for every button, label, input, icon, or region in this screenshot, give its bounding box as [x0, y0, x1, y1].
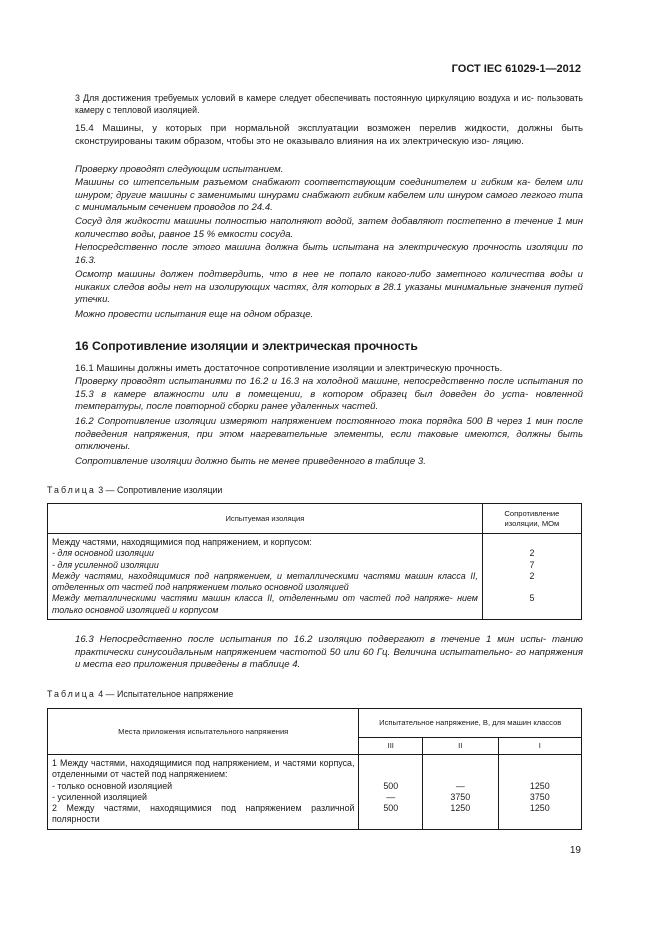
- clause-15-4-after: Непосредственно после этого машина должна быть испытана на электрическую прочность изоляции по 16.3.: [75, 242, 583, 266]
- table-3-body-text: [48, 534, 483, 620]
- page-number: 19: [569, 845, 581, 856]
- table-3-row-2: - для основной изоляции: [52, 548, 154, 559]
- table-3-body-values: [482, 534, 581, 620]
- clause-15-4-inspect: Осмотр машины должен подтвердить, что в нее не попало какого-либо заметного количества воды и никаких следов воды нет на изолирующих частях, для которых в 28.1 указаны минимальные значения путей утечки.: [75, 269, 583, 306]
- clause-16-2: 16.2 Сопротивление изоляции измеряют напряжением постоянного тока порядка 500 В через 1 мин после подведения напряжения, при этом нагревательные элементы, если таковые имеются, должны быть отключены.: [75, 416, 583, 453]
- table-3-header-resistance: Сопротивление изоляции, МОм: [482, 504, 581, 534]
- clause-15-4-vessel: Сосуд для жидкости машины полностью наполняют водой, затем добавляют постепенно в течение 1 мин количество воды, равное 15 % емкости сосуда.: [75, 216, 583, 240]
- table-3-value-reinforced: 7: [529, 559, 535, 570]
- table-3-caption-rest: 3 — Сопротивление изоляции: [95, 485, 223, 495]
- clause-15-4-text: 15.4 Машины, у которых при нормальной эксплуатации возможен перелив жидкости, должны быть сконструированы таким образом, чтобы это не оказывало влияния на их электрическую изо- ляцию.: [75, 123, 583, 147]
- table-3-header-insulation: Испытуемая изоляция: [48, 504, 483, 534]
- clause-16-3: 16.3 Непосредственно после испытания по 16.2 изоляцию подвергают в течение 1 мин испы- танию практически синусоидальным напряжением частотой 50 или 60 Гц. Величина испытательно- го напряжения и места его приложения приведены в таблице 4.: [75, 634, 583, 671]
- table-4-col-ii: [423, 755, 499, 830]
- table-4-ii-polarity: 1250: [450, 803, 471, 814]
- table-4-caption-word: Таблица: [47, 689, 96, 699]
- table-4-row-4: 2 Между частями, находящимися под напряжением различной полярности: [52, 803, 355, 825]
- table-3-caption-word: Таблица: [47, 485, 96, 495]
- clause-15-4: [75, 123, 583, 148]
- table-4-iii-polarity: 500: [383, 803, 399, 814]
- clause-15-4-check: Проверку проводят следующим испытанием.: [75, 164, 284, 175]
- table-3-row-4: Между частями, находящимися под напряжением, и металлическими частями машин класса II, отделенных от частей под напряжением только основной изоляцией: [52, 570, 478, 593]
- table-4-i-polarity: 1250: [529, 803, 550, 814]
- table-4-class-iii: III: [359, 738, 423, 755]
- clause-15-4-machines: Машины со штепсельным разъемом снабжают соответствующим соединителем и гибким ка- белем или шнуром; другие машины с заменимыми шнурами снабжают гибким кабелем или шнуром самого легкого типа с минимальным сечением проводов по 24.4.: [75, 177, 583, 214]
- table-4: [47, 708, 582, 830]
- table-4-row-3: - усиленной изоляцией: [52, 791, 148, 802]
- table-4-iii-basic: 500: [383, 780, 399, 791]
- table-4-iii-reinforced: —: [386, 791, 396, 802]
- table-3-value-class2-metal: 2: [529, 570, 535, 581]
- table-4-caption: [47, 688, 233, 701]
- table-4-col-iii: [359, 755, 423, 830]
- table-4-i-reinforced: 3750: [529, 791, 550, 802]
- clause-16-1-check: Проверку проводят испытаниями по 16.2 и 16.3 на холодной машине, непосредственно после испытания по 15.3 в камере влажности или в помещении, в котором образец был доведен до уста- новленной температуры, после повторной сборки ранее удаленных частей.: [75, 376, 583, 413]
- table-4-ii-reinforced: 3750: [450, 791, 471, 802]
- table-3: [47, 503, 582, 620]
- note-3-text: 3 Для достижения требуемых условий в камере следует обеспечивать постоянную циркуляцию воздуха и ис- пользовать камеру с тепловой изоляцией.: [75, 93, 583, 115]
- note-3: [75, 93, 583, 116]
- table-3-value-class2-body: 5: [529, 593, 535, 604]
- table-4-caption-rest: 4 — Испытательное напряжение: [95, 689, 234, 699]
- clause-16-2-min: Сопротивление изоляции должно быть не менее приведенного в таблице 3.: [75, 456, 426, 467]
- table-3-row-5: Между металлическими частями машин класса II, отделенными от частей под напряже- нием только основной изоляцией и корпусом: [52, 593, 478, 615]
- table-3-row-3: - для усиленной изоляции: [52, 559, 159, 570]
- clause-15-4-other: Можно провести испытания еще на одном образце.: [75, 309, 314, 320]
- table-4-i-basic: 1250: [529, 780, 550, 791]
- table-4-class-ii: II: [423, 738, 499, 755]
- table-4-ii-basic: —: [455, 780, 465, 791]
- table-4-header-places: Места приложения испытательного напряжения: [48, 709, 359, 755]
- section-16-title: 16 Сопротивление изоляции и электрическая прочность: [75, 339, 418, 353]
- table-4-col-i: [498, 755, 581, 830]
- table-3-row-1: Между частями, находящимися под напряжением, и корпусом:: [52, 537, 312, 547]
- clause-16-1: 16.1 Машины должны иметь достаточное сопротивление изоляции и электрическую прочность.: [75, 363, 503, 374]
- table-4-body-text: [48, 755, 359, 830]
- document-header: ГОСТ IEC 61029-1—2012: [451, 63, 581, 75]
- table-3-caption: [47, 484, 222, 497]
- table-3-value-basic: 2: [529, 548, 535, 559]
- table-4-class-i: I: [498, 738, 581, 755]
- table-4-row-2: - только основной изоляцией: [52, 780, 173, 791]
- table-4-row-1: 1 Между частями, находящимися под напряжением, и частями корпуса, отделенными от частей под напряжением:: [52, 758, 355, 780]
- table-4-header-voltage: Испытательное напряжение, В, для машин классов: [359, 709, 582, 738]
